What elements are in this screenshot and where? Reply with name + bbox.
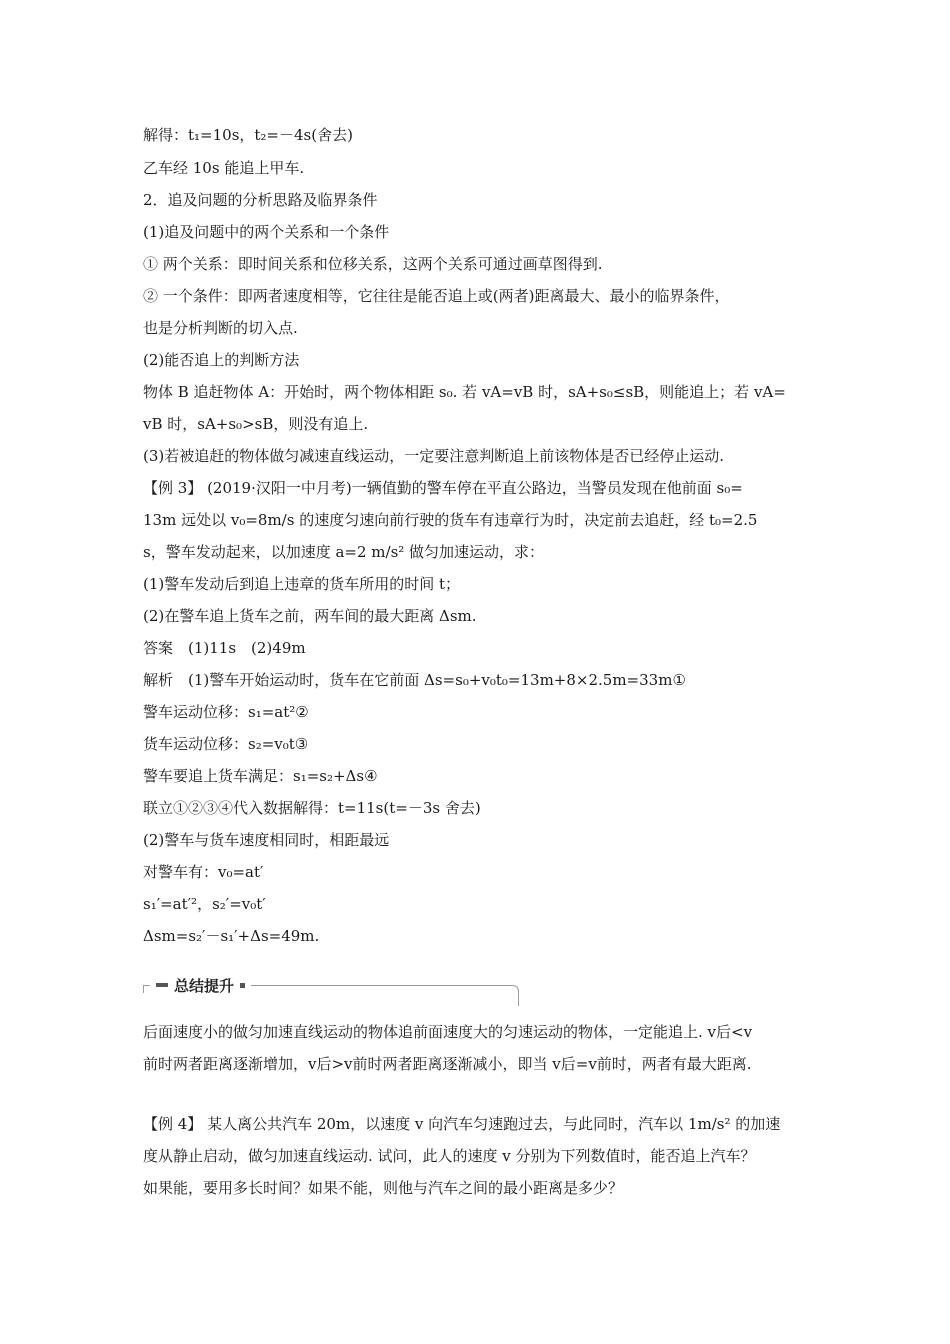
summary-line: 后面速度小的做匀加速直线运动的物体追前面速度大的匀速运动的物体，一定能追上. v后<v: [143, 1023, 753, 1041]
text-line: (2)警车与货车速度相同时，相距最远: [143, 831, 390, 849]
text-line: (3)若被追赶的物体做匀减速直线运动，一定要注意判断追上前该物体是否已经停止运动.: [143, 447, 725, 465]
example-3-heading: 【例 3】 (2019·汉阳一中月考)一辆值勤的警车停在平直公路边，当警员发现在他前面 s₀=: [143, 479, 743, 497]
summary-title-text: 总结提升: [174, 976, 235, 995]
text-line: ② 一个条件：即两者速度相等，它往往是能否追上或(两者)距离最大、最小的临界条件，: [143, 287, 730, 305]
summary-line: 前时两者距离逐渐增加，v后>v前时两者距离逐渐减小，即当 v后=v前时，两者有最大距离.: [143, 1055, 752, 1073]
example-4-line: 度从静止启动，做匀加速直线运动. 试问，此人的速度 v 分别为下列数值时，能否追上汽车？: [143, 1147, 756, 1165]
text-line: 对警车有：v₀=at′: [143, 863, 264, 881]
answer-line: 答案 (1)11s (2)49m: [143, 639, 306, 657]
text-line: 警车要追上货车满足：s₁=s₂+Δs④: [143, 767, 378, 785]
solution-line: 解析 (1)警车开始运动时，货车在它前面 Δs=s₀+v₀t₀=13m+8×2.5m=33m①: [143, 671, 686, 689]
text-line: (1)警车发动后到追上违章的货车所用的时间 t；: [143, 575, 461, 593]
text-line: 物体 B 追赶物体 A：开始时，两个物体相距 s₀. 若 vA=vB 时，sA+s₀≤sB，则能追上；若 vA=: [143, 383, 786, 401]
text-line: s₁′=at′²，s₂′=v₀t′: [143, 895, 266, 913]
text-line: 警车运动位移：s₁=at²②: [143, 703, 309, 721]
text-line: s，警车发动起来，以加速度 a=2 m/s² 做匀加速运动，求：: [143, 543, 545, 561]
summary-box-corner: [143, 985, 148, 993]
text-line: (2)能否追上的判断方法: [143, 351, 300, 369]
example-4-line: 【例 4】 某人离公共汽车 20m，以速度 v 向汽车匀速跑过去，与此同时，汽车以 1m/s² 的加速: [143, 1115, 781, 1133]
text-line: ① 两个关系：即时间关系和位移关系，这两个关系可通过画草图得到.: [143, 255, 603, 273]
section-heading: 2．追及问题的分析思路及临界条件: [143, 191, 378, 209]
example-4-line: 如果能，要用多长时间？如果不能，则他与汽车之间的最小距离是多少？: [143, 1179, 624, 1197]
text-line: 乙车经 10s 能追上甲车.: [143, 159, 305, 177]
text-line: 也是分析判断的切入点.: [143, 319, 298, 337]
text-line: 联立①②③④代入数据解得：t=11s(t=－3s 舍去): [143, 799, 481, 817]
text-line: 解得：t₁=10s，t₂=－4s(舍去): [143, 126, 353, 144]
decorative-bar-icon: [156, 983, 168, 987]
text-line: Δsm=s₂′－s₁′+Δs=49m.: [143, 927, 320, 945]
text-line: vB 时，sA+s₀>sB，则没有追上.: [143, 415, 369, 433]
text-line: (1)追及问题中的两个关系和一个条件: [143, 223, 390, 241]
text-line: (2)在警车追上货车之前，两车间的最大距离 Δsm.: [143, 607, 477, 625]
summary-title: [150, 975, 251, 995]
decorative-square-icon: [240, 983, 245, 988]
text-line: 货车运动位移：s₂=v₀t③: [143, 735, 309, 753]
text-line: 13m 远处以 v₀=8m/s 的速度匀速向前行驶的货车有违章行为时，决定前去追赶，经 t₀=2.5: [143, 511, 758, 529]
